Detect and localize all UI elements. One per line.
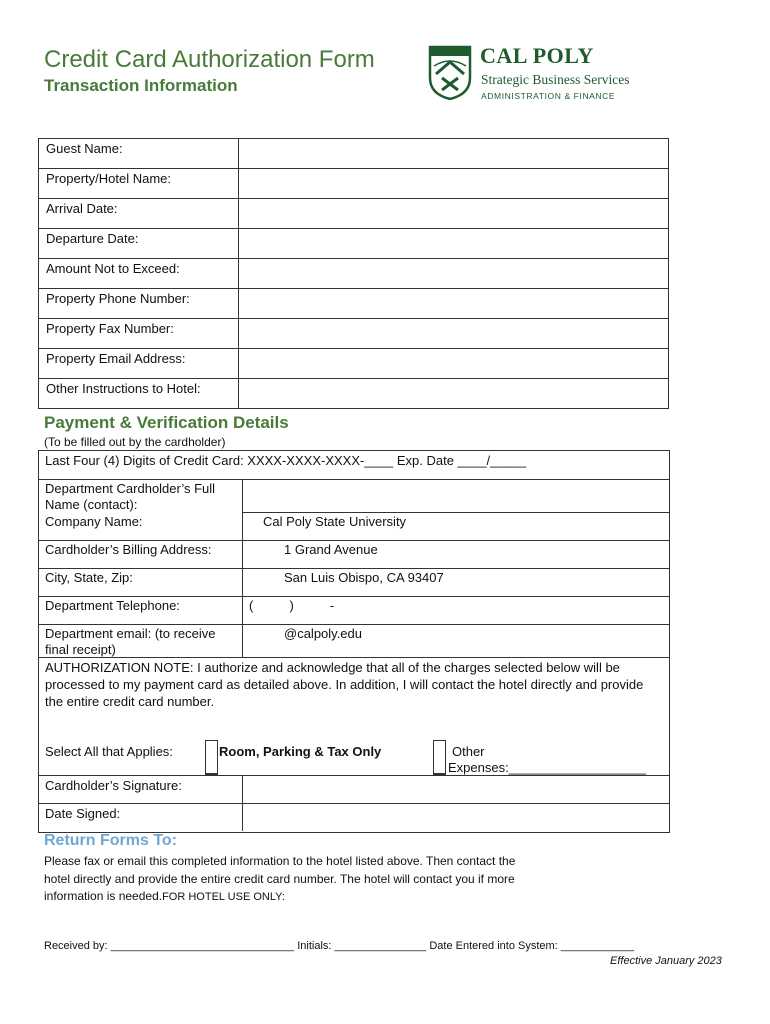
transaction-row [39, 319, 669, 349]
transaction-row [39, 349, 669, 379]
return-instructions-text: Please fax or email this completed information to the hotel listed above. Then contact the hotel directly and provide the entire credit card number. The hotel will contact you if more information is needed. [44, 854, 516, 903]
room-parking-tax-label: Room, Parking & Tax Only [219, 744, 382, 759]
billing-address-label: Cardholder’s Billing Address: [45, 542, 212, 557]
transaction-row [39, 289, 669, 319]
transaction-label: Arrival Date: [39, 199, 239, 229]
room-parking-tax-checkbox[interactable] [205, 740, 218, 775]
logo-name: CAL POLY [480, 43, 594, 68]
full-name-label: Department Cardholder’s Full Name (contact): [45, 481, 216, 512]
email-label: Department email: (to receive final receipt) [45, 626, 216, 657]
transaction-label: Amount Not to Exceed: [39, 259, 239, 289]
received-by-line[interactable]: Received by: ______________________________ Initials: _______________ Date Entered into System: ____________ [44, 940, 635, 952]
transaction-value-field[interactable] [239, 379, 669, 409]
return-instructions [44, 853, 544, 907]
form-title: Credit Card Authorization Form [44, 46, 375, 73]
section-title-transaction: Transaction Information [44, 76, 238, 95]
transaction-value-field[interactable] [239, 289, 669, 319]
transaction-label: Guest Name: [39, 139, 239, 169]
city-state-zip-label: City, State, Zip: [45, 570, 133, 585]
select-label: Select All that Applies: [45, 744, 173, 759]
transaction-value-field[interactable] [239, 259, 669, 289]
other-expenses-line[interactable]: Expenses:___________________ [448, 760, 647, 775]
transaction-value-field[interactable] [239, 349, 669, 379]
company-name-label: Company Name: [45, 514, 143, 529]
billing-address-value[interactable]: 1 Grand Avenue [284, 542, 378, 557]
transaction-row [39, 229, 669, 259]
transaction-label: Property Email Address: [39, 349, 239, 379]
effective-date: Effective January 2023 [610, 955, 722, 967]
transaction-label: Departure Date: [39, 229, 239, 259]
signature-label: Cardholder’s Signature: [45, 778, 182, 793]
cardholder-note: (To be filled out by the cardholder) [44, 435, 226, 449]
transaction-value-field[interactable] [239, 169, 669, 199]
transaction-row [39, 259, 669, 289]
last-four-field[interactable]: Last Four (4) Digits of Credit Card: XXXX-XXXX-XXXX-____ Exp. Date ____/_____ [45, 453, 527, 468]
transaction-row [39, 139, 669, 169]
date-signed-label: Date Signed: [45, 806, 121, 821]
authorization-note: AUTHORIZATION NOTE: I authorize and acknowledge that all of the charges selected below will be processed to my payment card as detailed above. In addition, I will contact the hotel directly and provide the entire credit card number. [45, 660, 644, 709]
other-expenses-label: Other [452, 744, 485, 759]
email-value[interactable]: @calpoly.edu [284, 626, 362, 641]
transaction-label: Property/Hotel Name: [39, 169, 239, 199]
transaction-label: Property Fax Number: [39, 319, 239, 349]
city-state-zip-value[interactable]: San Luis Obispo, CA 93407 [284, 570, 444, 585]
transaction-table [38, 138, 669, 409]
transaction-label: Property Phone Number: [39, 289, 239, 319]
telephone-value[interactable]: ( ) - [249, 598, 335, 613]
transaction-value-field[interactable] [239, 229, 669, 259]
transaction-value-field[interactable] [239, 139, 669, 169]
transaction-value-field[interactable] [239, 199, 669, 229]
section-title-payment: Payment & Verification Details [44, 413, 289, 432]
transaction-row [39, 379, 669, 409]
cal-poly-seal-icon [428, 44, 472, 100]
return-forms-heading: Return Forms To: [44, 832, 178, 849]
transaction-row [39, 199, 669, 229]
logo-subtitle: Strategic Business Services [481, 72, 630, 87]
hotel-use-label: FOR HOTEL USE ONLY: [162, 891, 285, 903]
logo-division: ADMINISTRATION & FINANCE [481, 91, 616, 101]
transaction-row [39, 169, 669, 199]
other-expenses-checkbox[interactable] [433, 740, 446, 775]
company-name-value[interactable]: Cal Poly State University [263, 514, 407, 529]
transaction-label: Other Instructions to Hotel: [39, 379, 239, 409]
telephone-label: Department Telephone: [45, 598, 180, 613]
transaction-value-field[interactable] [239, 319, 669, 349]
